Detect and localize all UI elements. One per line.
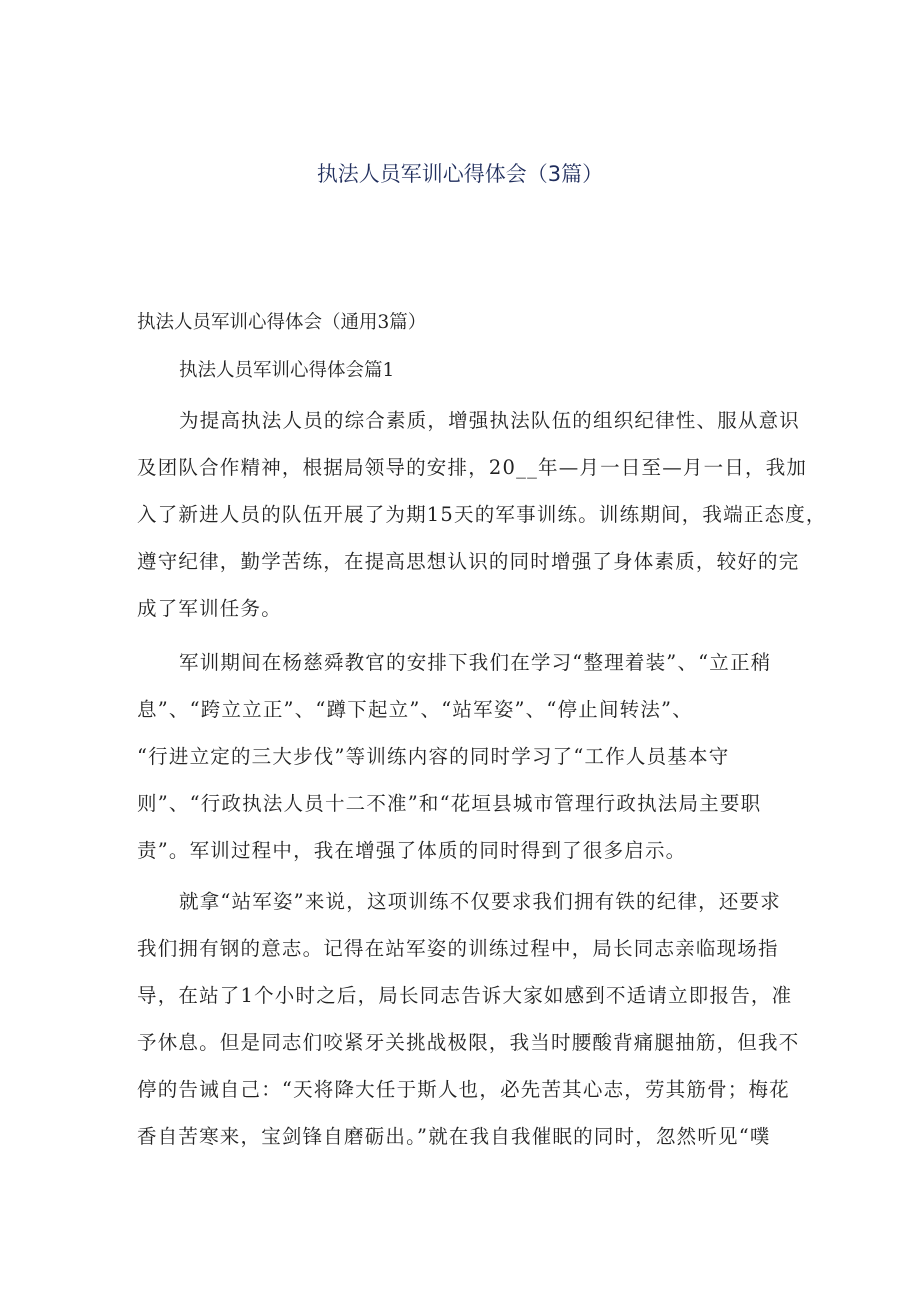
body-line: 我们拥有钢的意志。记得在站军姿的训练过程中，局长同志亲临现场指 [137,937,779,960]
body-line: 就拿“站军姿”来说，这项训练不仅要求我们拥有铁的纪律，还要求 [179,890,781,913]
body-line: 及团队合作精神，根据局领导的安排，20__年—月一日至—月一日，我加 [137,456,808,479]
document-title: 执法人员军训心得体会（3篇） [316,162,604,186]
body-line: 成了军训任务。 [137,597,282,620]
body-line: 遵守纪律，勤学苦练，在提高思想认识的同时增强了身体素质，较好的完 [137,550,800,573]
body-line: 予休息。但是同志们咬紧牙关挑战极限，我当时腰酸背痛腿抽筋，但我不 [137,1031,800,1054]
body-line: 息”、“跨立立正”、“蹲下起立”、“站军姿”、“停止间转法”、 [137,698,693,721]
document-subtitle: 执法人员军训心得体会（通用3篇） [137,312,427,333]
body-line: “行进立定的三大步伐”等训练内容的同时学习了“工作人员基本守 [137,745,730,768]
body-line: 军训期间在杨慈舜教官的安排下我们在学习“整理着装”、“立正稍 [179,651,772,674]
body-line: 则”、“行政执法人员十二不准”和“花垣县城市管理行政执法局主要职 [137,792,762,815]
body-line: 为提高执法人员的综合素质，增强执法队伍的组织纪律性、服从意识 [179,409,801,432]
body-line: 导，在站了1个小时之后，局长同志告诉大家如感到不适请立即报告，准 [137,984,793,1007]
body-line: 停的告诫自己：“天将降大任于斯人也，必先苦其心志，劳其筋骨；梅花 [137,1078,790,1101]
body-line: 责”。军训过程中，我在增强了体质的同时得到了很多启示。 [137,839,687,862]
body-line: 入了新进人员的队伍开展了为期15天的军事训练。训练期间，我端正态度， [137,503,827,526]
body-line: 香自苦寒来，宝剑锋自磨砺出。”就在我自我催眠的同时，忽然听见“噗 [137,1125,771,1148]
section-heading: 执法人员军训心得体会篇1 [179,360,395,381]
